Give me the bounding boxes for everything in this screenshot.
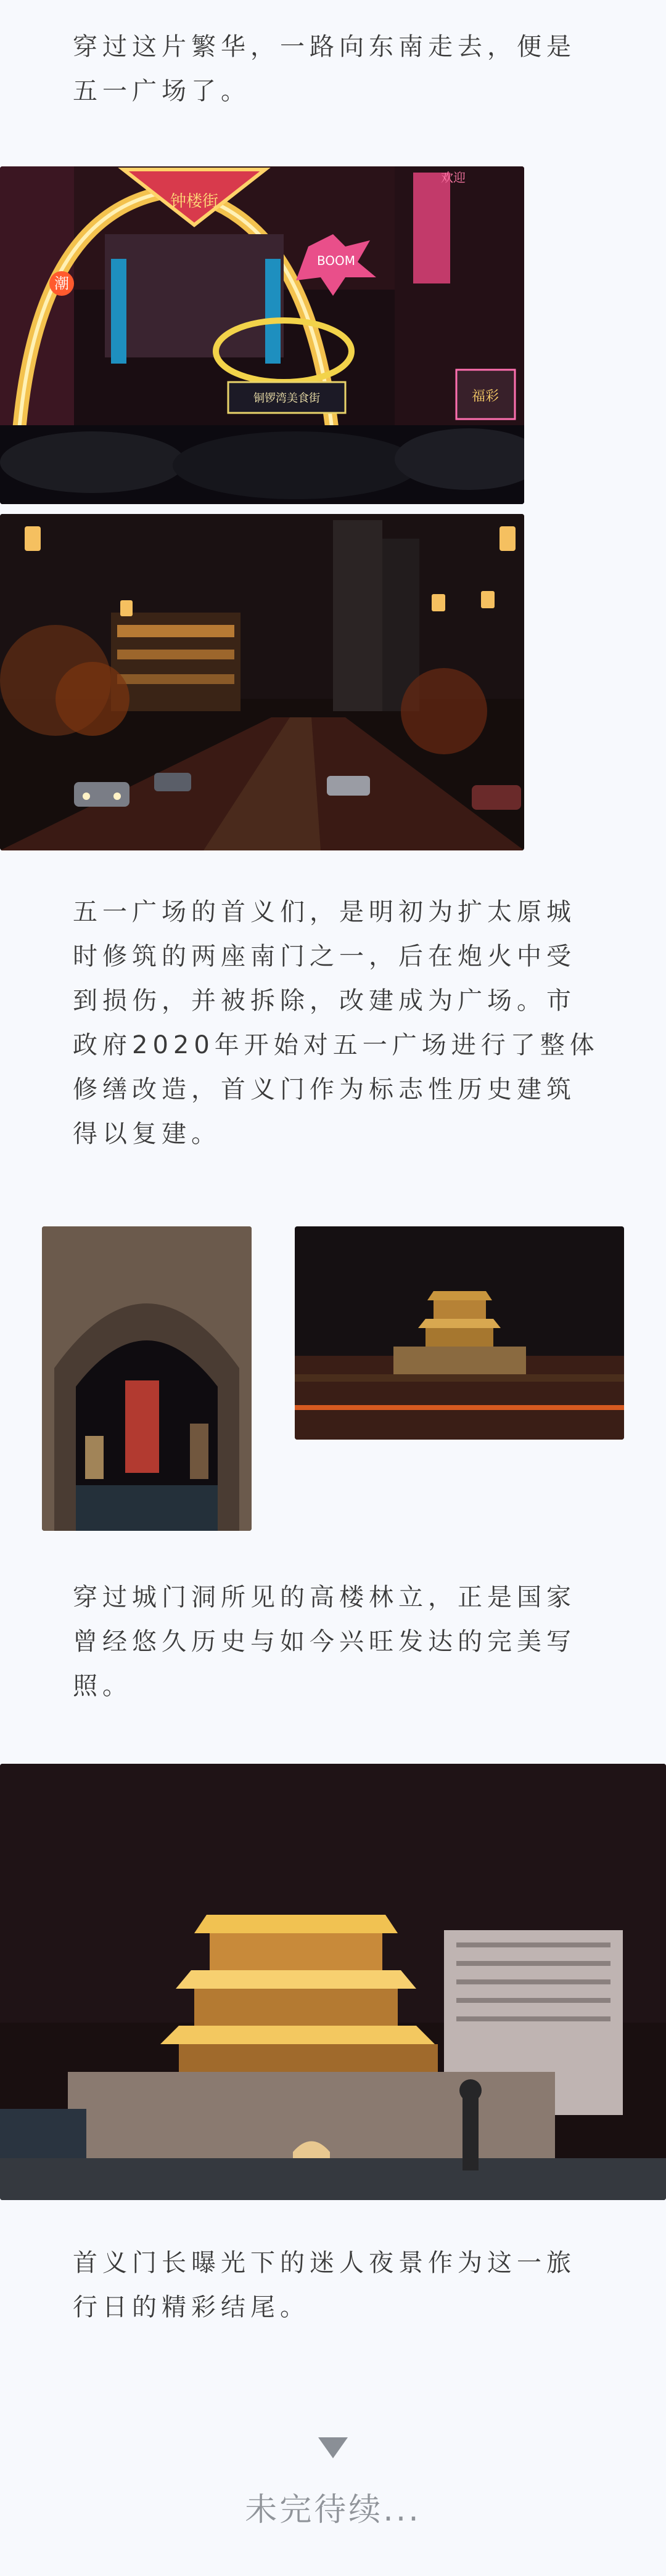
gate-night-panorama-photo <box>0 1764 666 2200</box>
neon-sign-lottery: 福彩 <box>471 389 500 404</box>
to-be-continued-text: 未完待续... <box>245 2492 421 2529</box>
neon-sign-chao: 潮 <box>54 275 69 292</box>
neon-sign-welcome: 欢迎 <box>441 170 466 185</box>
neon-street-photo <box>0 166 524 504</box>
paragraph-history: 五一广场的首义们，是明初为扩太原城时修筑的两座南门之一，后在炮火中受到损伤，并被拆除，改建成为广场。市政府2020年开始对五一广场进行了整体修缮改造，首义门作为标志性历史建筑得以复建。 <box>73 898 599 1148</box>
gate-tunnel-photo <box>42 1226 252 1531</box>
paragraph-intro: 穿过这片繁华，一路向东南走去，便是五一广场了。 <box>73 33 576 105</box>
neon-sign-bell-tower: 钟楼街 <box>170 192 219 211</box>
paragraph-skyline: 穿过城门洞所见的高楼林立，正是国家曾经悠久历史与如今兴旺发达的完美写照。 <box>73 1583 576 1700</box>
gate-distance-photo <box>295 1226 624 1440</box>
neon-sign-food-street: 铜锣湾美食街 <box>253 392 320 405</box>
neon-sign-boom: BOOM <box>316 253 356 268</box>
down-arrow-icon <box>318 2437 348 2458</box>
paragraph-conclusion: 首义门长曝光下的迷人夜景作为这一旅行日的精彩结尾。 <box>73 2249 576 2321</box>
lantern-street-photo <box>0 514 524 850</box>
